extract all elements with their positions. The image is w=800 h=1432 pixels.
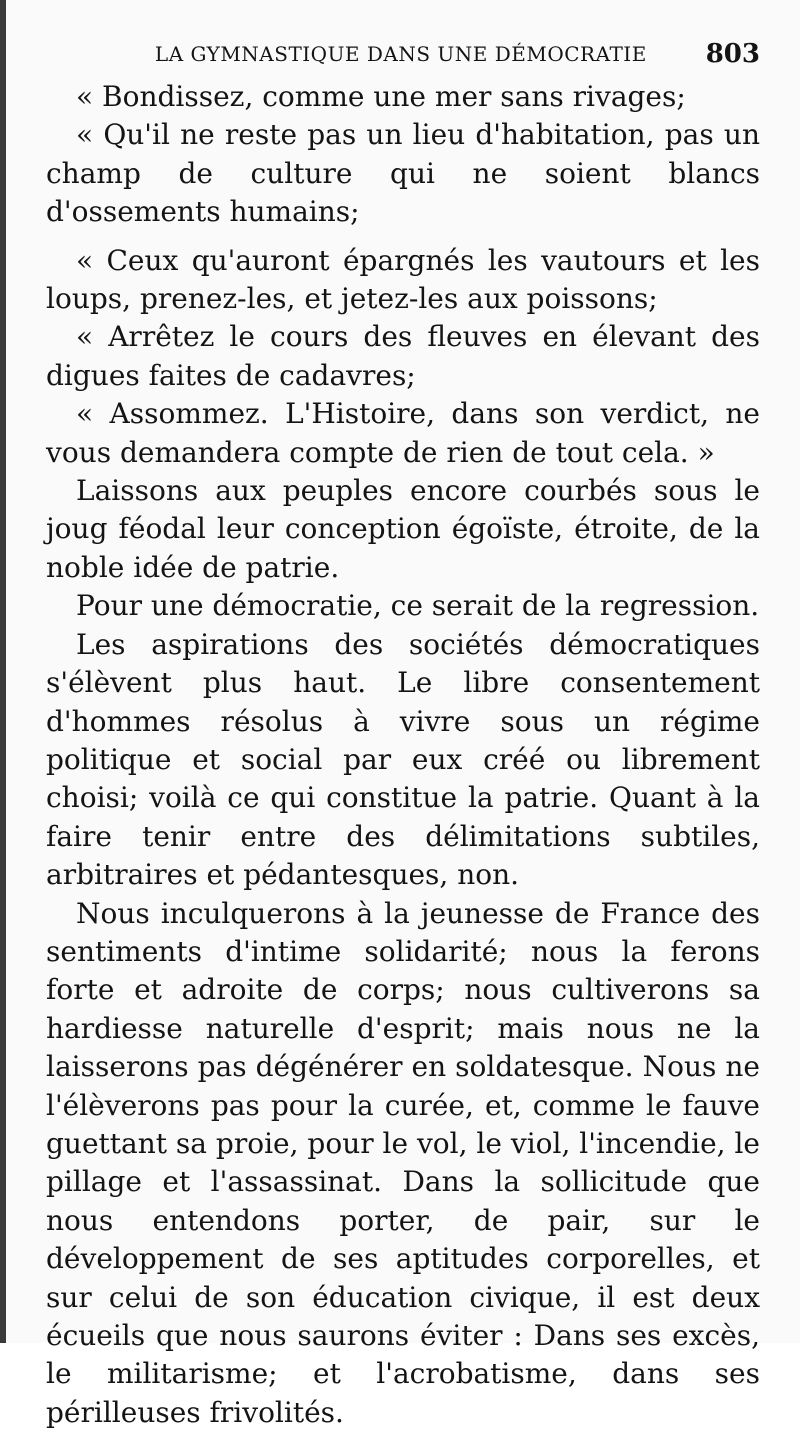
quote-paragraph: « Bondissez, comme une mer sans rivages; — [76, 80, 686, 113]
quote-paragraph: « Ceux qu'auront épargnés les vautours et les loups, prenez-les, et jetez-les aux poissons; — [46, 243, 760, 316]
quote-paragraph: « Arrêtez le cours des fleuves en élevant des digues faites de cadavres; — [46, 320, 760, 392]
body-paragraph: Laissons aux peuples encore courbés sous le joug féodal leur conception égoïste, étroite, de la noble idée de patrie. — [46, 474, 760, 584]
page-number: 803 — [705, 39, 760, 69]
running-head-title: LA GYMNASTIQUE DANS UNE DÉMOCRATIE — [154, 42, 647, 66]
body-paragraph: Les aspirations des sociétés démocratiques s'élèvent plus haut. Le libre consentement d'hommes résolus à vivre sous un régime politique et social par eux créé ou librement choisi; voilà ce qui constitue la patrie. Quant à la faire tenir entre des délimitations subtiles, arbitraires et pédantesques, non. — [46, 627, 760, 892]
body-text — [46, 78, 760, 1432]
running-head — [46, 36, 760, 72]
body-paragraph: Nous inculquerons à la jeunesse de France des sentiments d'intime solidarité; nous la ferons forte et adroite de corps; nous cultiverons sa hardiesse naturelle d'esprit; mais nous ne la laisserons pas dégénérer en soldatesque. Nous ne l'élèverons pas pour la curée, et, comme le fauve guettant sa proie, pour le vol, le viol, l'incendie, le pillage et l'assassinat. Dans la sollicitude que nous entendons porter, de pair, sur le développement de ses aptitudes corporelles, et sur celui de son éducation civique, il est deux écueils que nous saurons éviter : Dans ses excès, le militarisme; et l'acrobatisme, dans ses périlleuses frivolités. — [46, 896, 760, 1429]
quote-paragraph: « Assommez. L'Histoire, dans son verdict, ne vous demandera compte de rien de tout cela. » — [46, 397, 760, 469]
body-paragraph: Pour une démocratie, ce serait de la regression. — [76, 589, 760, 623]
quote-paragraph: « Qu'il ne reste pas un lieu d'habitation, pas un champ de culture qui ne soient blancs d'ossements humains; — [46, 118, 760, 229]
